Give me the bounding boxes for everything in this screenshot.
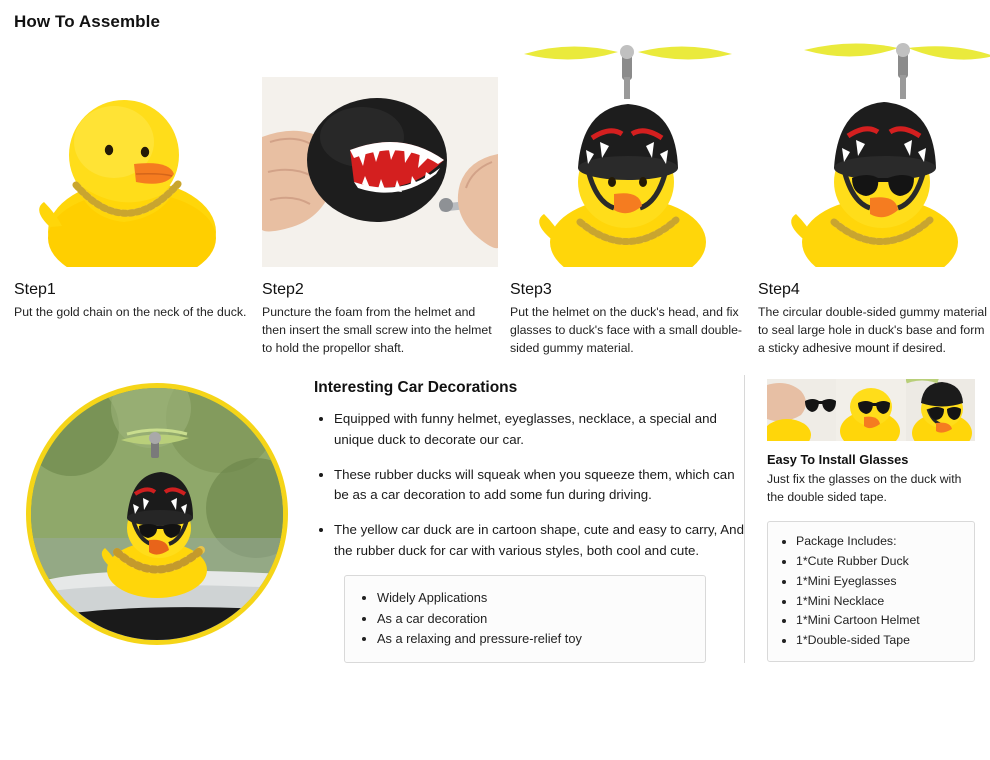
applications-list (349, 588, 695, 649)
section-title: Interesting Car Decorations (314, 379, 518, 397)
hand-with-glasses-icon (767, 379, 836, 441)
features-column (314, 375, 744, 662)
step-1-title: Step1 (14, 281, 56, 298)
step-4 (758, 42, 990, 357)
step-3-desc: Put the helmet on the duck's head, and fix glasses to duck's face with a small double-sided gummy material. (510, 305, 743, 355)
hand-holding-shark-helmet-with-screw-icon (262, 42, 498, 267)
list-item: • 1*Mini Necklace (796, 592, 966, 612)
list-item: • The yellow car duck are in cartoon shape, cute and easy to carry, And the rubber duck for car with various styles, both cool and cute. (334, 520, 744, 561)
glasses-photo-3 (906, 379, 975, 441)
easy-to-install-glasses-photo-strip (767, 379, 975, 441)
install-glasses-column (744, 375, 974, 662)
duck-mounted-on-car-roof-illustration (31, 388, 283, 640)
list-item: • 1*Cute Rubber Duck (796, 552, 966, 572)
list-item: • 1*Mini Cartoon Helmet (796, 611, 966, 631)
list-item: • These rubber ducks will squeak when you squeeze them, which can be as a car decoration to add some fun during driving. (334, 465, 744, 506)
step-3 (510, 42, 746, 357)
install-glasses-desc: Just fix the glasses on the duck with the double sided tape. (767, 472, 962, 505)
step-4-desc: The circular double-sided gummy material to seal large hole in duck's base and form a sticky adhesive mount if desired. (758, 305, 987, 355)
list-item: • 1*Double-sided Tape (796, 631, 966, 651)
duck-with-helmet-and-propeller-icon (510, 42, 746, 267)
list-item: • As a car decoration (377, 609, 695, 629)
glasses-photo-1 (767, 379, 836, 441)
step-1-desc: Put the gold chain on the neck of the duck. (14, 305, 247, 319)
duck-with-helmet-and-glasses-icon (906, 379, 975, 441)
duck-on-car-roof-photo (26, 383, 288, 645)
lower-section (0, 357, 990, 662)
plain-yellow-duck-with-gold-chain-icon (14, 42, 250, 267)
step-3-title: Step3 (510, 281, 552, 298)
photo-column (14, 375, 314, 662)
step-4-image (758, 42, 990, 267)
list-item: • Widely Applications (377, 588, 695, 608)
step-3-image (510, 42, 746, 267)
page-title: How To Assemble (14, 12, 161, 31)
step-1 (14, 42, 250, 357)
feature-list (314, 409, 744, 561)
duck-with-helmet-glasses-and-propeller-icon (758, 42, 990, 267)
list-item: • Package Includes: (796, 532, 966, 552)
step-2 (262, 42, 498, 357)
step-4-title: Step4 (758, 281, 800, 298)
step-2-desc: Puncture the foam from the helmet and then insert the small screw into the helmet to hold the propellor shaft. (262, 305, 492, 355)
step-2-image (262, 42, 498, 267)
steps-row (0, 32, 990, 357)
list-item: • 1*Mini Eyeglasses (796, 572, 966, 592)
list-item: • As a relaxing and pressure-relief toy (377, 629, 695, 649)
step-1-image (14, 42, 250, 267)
package-includes-box (767, 521, 975, 662)
glasses-photo-2 (836, 379, 905, 441)
duck-with-glasses-icon (836, 379, 905, 441)
install-glasses-title: Easy To Install Glasses (767, 452, 909, 468)
package-list (770, 532, 966, 651)
applications-box (344, 575, 706, 662)
step-2-title: Step2 (262, 281, 304, 298)
list-item: • Equipped with funny helmet, eyeglasses, necklace, a special and unique duck to decorate our car. (334, 409, 744, 450)
